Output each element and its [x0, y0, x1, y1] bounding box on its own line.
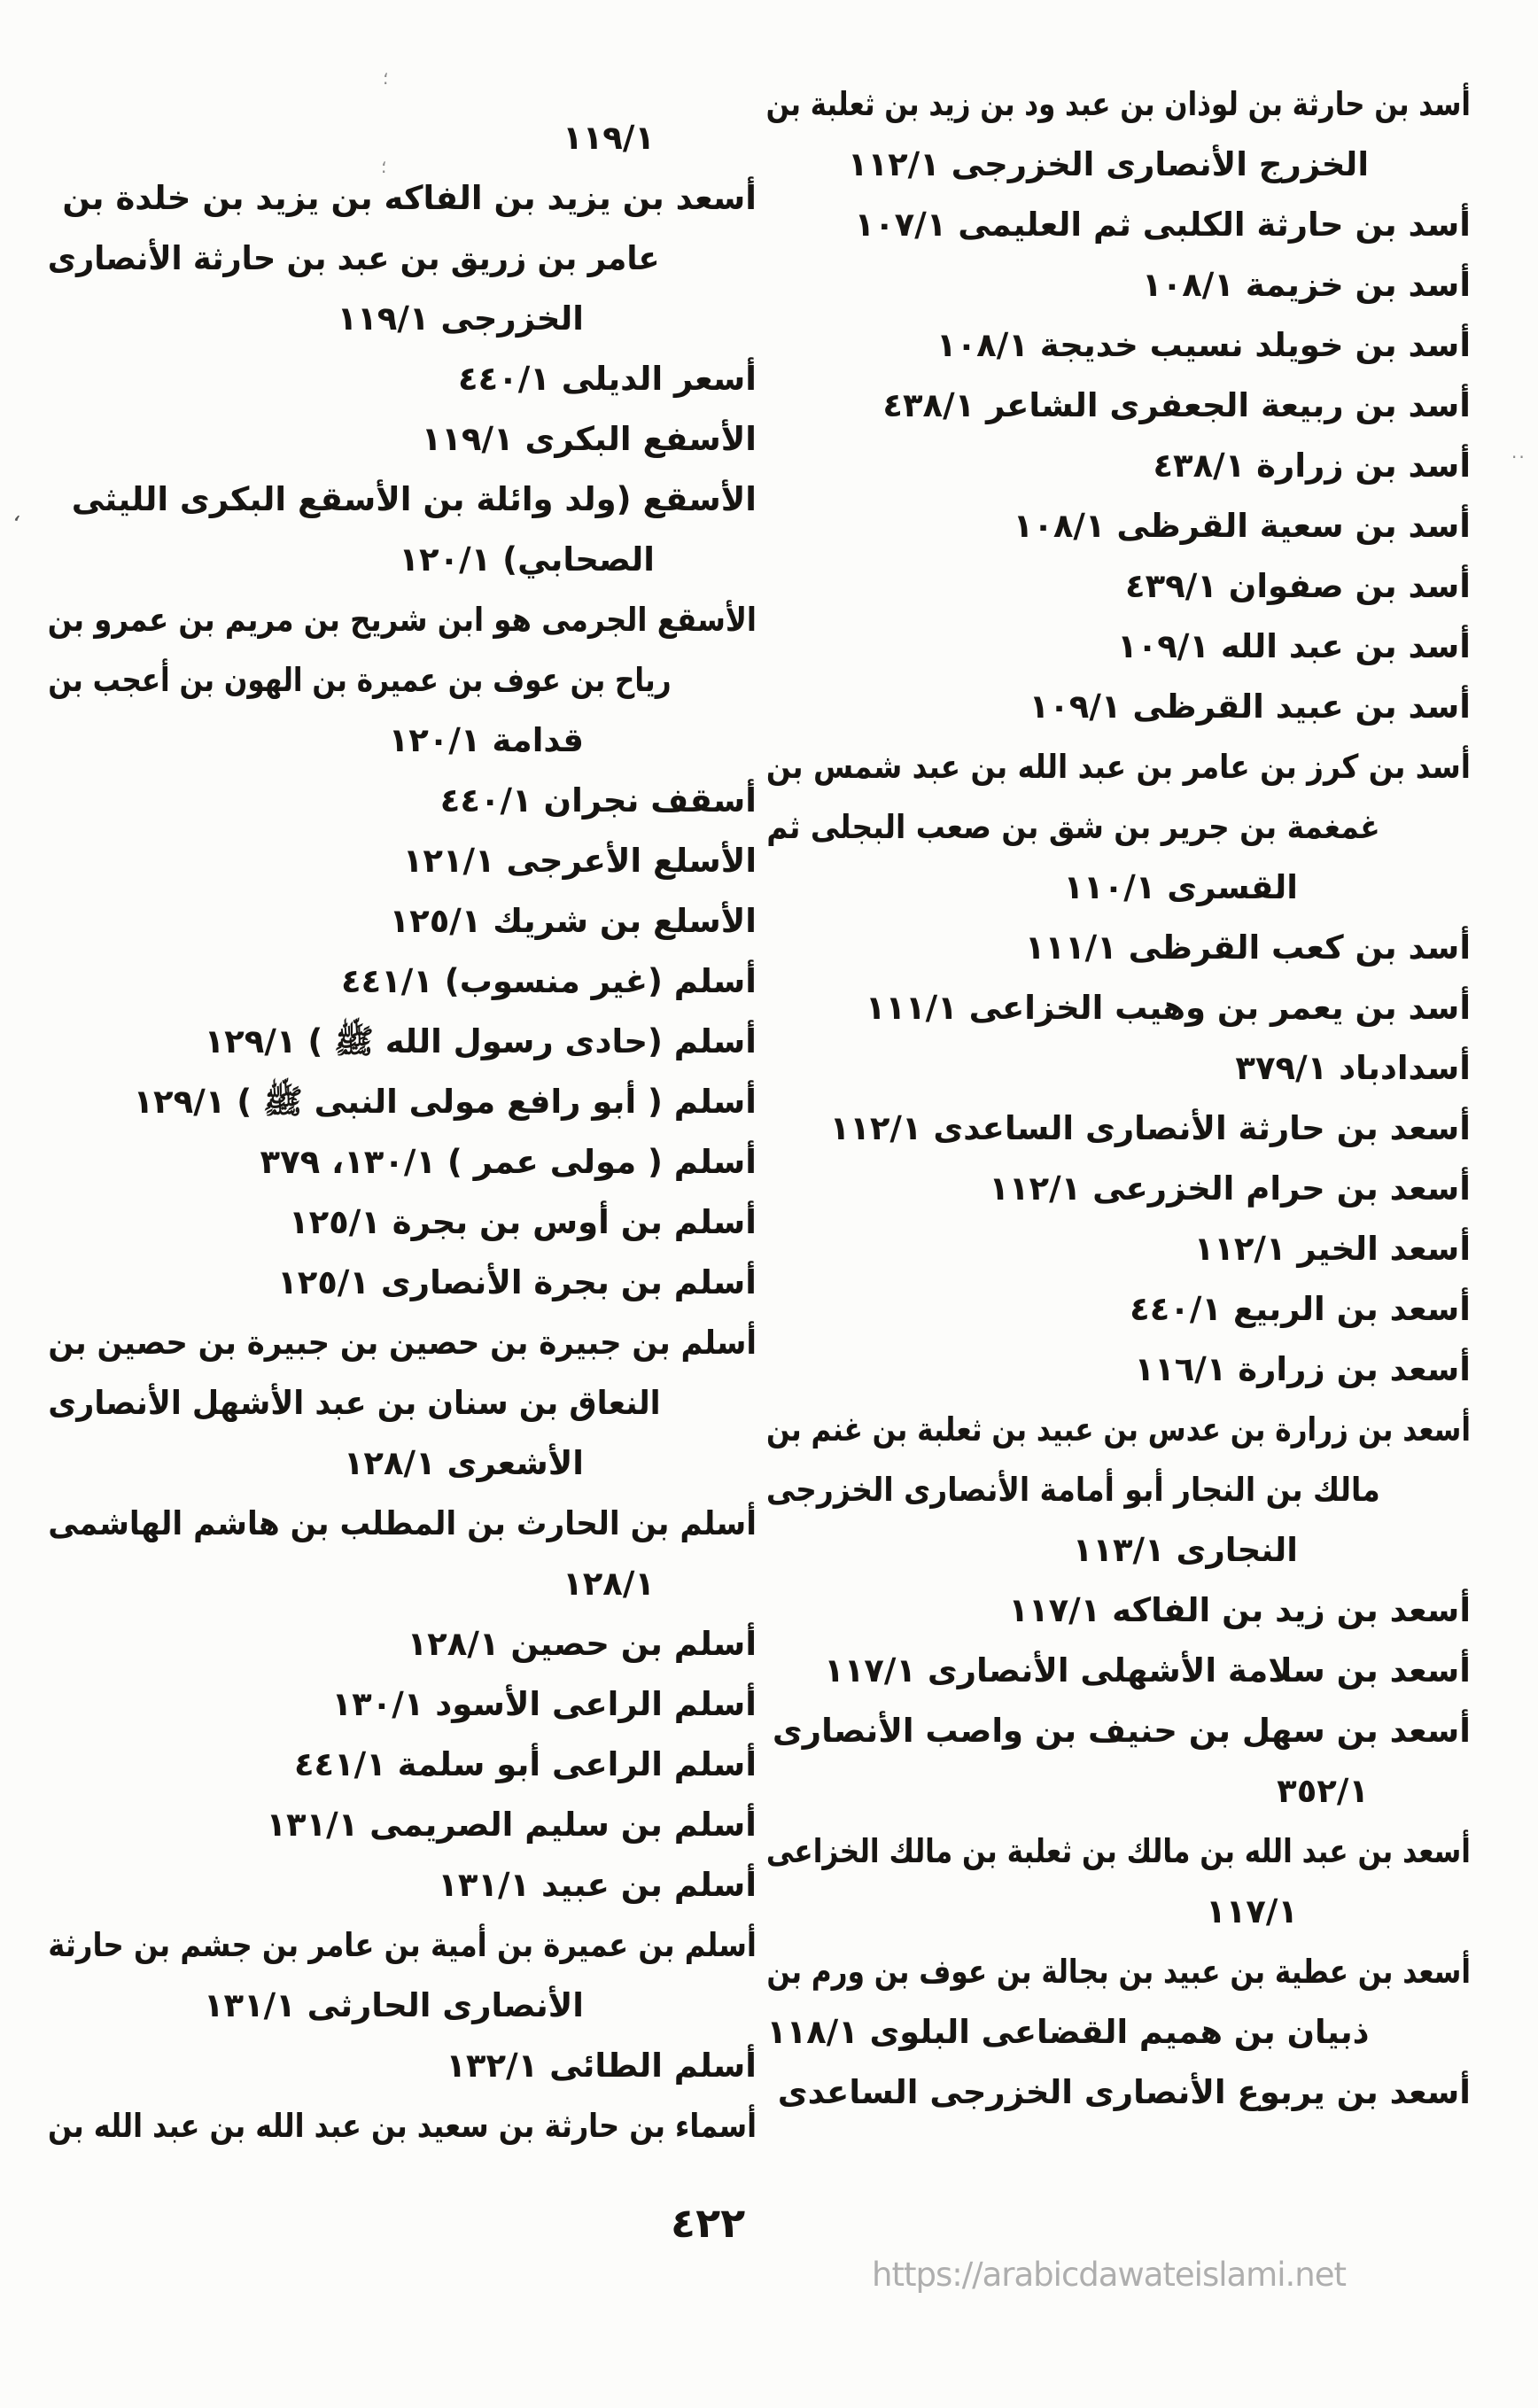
index-entry-line: الأسلع الأعرجى ١٢١/١ — [402, 842, 757, 880]
index-entry-line: أسعد بن يربوع الأنصارى الخزرجى الساعدى — [777, 2073, 1471, 2111]
index-entry-line: أسعد بن زرارة بن عدس بن عبيد بن ثعلبة بن غنم بن — [766, 1410, 1471, 1449]
index-entry-line: أسلم ( أبو رافع مولى النبى ﷺ ) ١٢٩/١ — [133, 1083, 757, 1121]
index-entry-line: أسلم الراعى أبو سلمة ٤٤١/١ — [293, 1745, 757, 1783]
index-entry-line: أسلم الطائى ١٣٢/١ — [446, 2047, 757, 2085]
ink-speck: ؛ — [383, 67, 389, 89]
index-entry-line: أسلم بن جبيرة بن حصين بن جبيرة بن حصين بن — [48, 1324, 757, 1362]
index-entry-line: غمغمة بن جرير بن شق بن صعب البجلى ثم — [766, 808, 1380, 846]
index-entry-line: أسلم الراعى الأسود ١٣٠/١ — [331, 1685, 757, 1723]
index-entry-line: الأسفع البكرى ١١٩/١ — [421, 420, 757, 458]
index-entry-line: أسلم (حادى رسول الله ﷺ ) ١٢٩/١ — [204, 1022, 757, 1060]
index-entry-line: أسعد بن زرارة ١١٦/١ — [1134, 1350, 1471, 1388]
index-entry-line: أسلم بن سليم الصريمى ١٣١/١ — [266, 1806, 757, 1844]
index-entry-line: أسقف نجران ٤٤٠/١ — [439, 781, 757, 819]
index-entry-line: النجارى ١١٣/١ — [1072, 1531, 1298, 1569]
index-entry-line: ١١٧/١ — [1206, 1892, 1298, 1930]
index-entry-line: أسلم بن أوس بن بجرة ١٢٥/١ — [289, 1203, 757, 1241]
index-entry-line: الأنصارى الحارثى ١٣١/١ — [203, 1986, 584, 2024]
index-column-left — [48, 108, 757, 2156]
index-entry-line: أسعد بن سهل بن حنيف بن واصب الأنصارى — [772, 1712, 1471, 1750]
index-entry-line: الأسقع (ولد وائلة بن الأسقع البكرى الليثى — [71, 480, 757, 518]
index-entry-line: أسلم ( مولى عمر ) ١٣٠/١، ٣٧٩ — [260, 1143, 757, 1181]
index-entry-line: ١٢٨/١ — [563, 1565, 655, 1603]
index-entry-line: القسرى ١١٠/١ — [1063, 868, 1298, 906]
index-entry-line: أسد بن عبد الله ١٠٩/١ — [1117, 627, 1471, 665]
index-entry-line: أسد بن خزيمة ١٠٨/١ — [1142, 266, 1471, 304]
index-entry-line: أسد بن صفوان ٤٣٩/١ — [1125, 567, 1471, 605]
index-entry-line: الصحابي) ١٢٠/١ — [399, 540, 655, 579]
index-entry-line: أسعد بن زيد بن الفاكه ١١٧/١ — [1008, 1591, 1471, 1629]
index-entry-line: أسلم بن عبيد ١٣١/١ — [438, 1866, 757, 1904]
ink-speck: .. — [1511, 441, 1526, 462]
index-entry-line: أسلم بن عميرة بن أمية بن عامر بن جشم بن حارثة — [48, 1926, 757, 1964]
index-entry-line: أسلم (غير منسوب) ٤٤١/١ — [341, 962, 757, 1000]
index-entry-line: أسلم بن بجرة الأنصارى ١٢٥/١ — [277, 1263, 757, 1301]
index-entry-line: أسعد بن الربيع ٤٤٠/١ — [1130, 1290, 1471, 1328]
index-entry-line: ذبيان بن هميم القضاعى البلوى ١١٨/١ — [766, 2013, 1370, 2051]
index-entry-line: أسد بن خويلد نسيب خديجة ١٠٨/١ — [936, 326, 1471, 364]
ink-speck: ، — [11, 500, 26, 528]
index-entry-line: أسلم بن الحارث بن المطلب بن هاشم الهاشمى — [48, 1504, 757, 1542]
ink-speck: ؛ — [381, 156, 387, 177]
index-entry-line: أسد بن عبيد القرظى ١٠٩/١ — [1029, 687, 1471, 726]
index-entry-line: النعاق بن سنان بن عبد الأشهل الأنصارى — [48, 1384, 661, 1422]
index-entry-line: أسعد بن حارثة الأنصارى الساعدى ١١٢/١ — [829, 1109, 1471, 1147]
watermark-url: https://arabicdawateislami.net — [872, 2256, 1346, 2294]
index-entry-line: ١١٩/١ — [563, 119, 655, 157]
index-entry-line: أسد بن ربيعة الجعفرى الشاعر ٤٣٨/١ — [882, 386, 1471, 424]
index-entry-line: مالك بن النجار أبو أمامة الأنصارى الخزرجى — [765, 1471, 1380, 1509]
index-entry-line: أسعد بن حرام الخزرعى ١١٢/١ — [989, 1169, 1471, 1208]
index-entry-line: الأشعرى ١٢٨/١ — [343, 1444, 584, 1482]
index-entry-line: أسدادباد ٣٧٩/١ — [1235, 1049, 1471, 1087]
index-entry-line: أسعد بن سلامة الأشهلى الأنصارى ١١٧/١ — [824, 1651, 1471, 1689]
index-column-right — [766, 74, 1471, 2123]
index-entry-line: أسد بن سعية القرظى ١٠٨/١ — [1013, 507, 1471, 545]
index-entry-line: ٣٥٢/١ — [1277, 1772, 1369, 1810]
index-entry-line: أسد بن كعب القرظى ١١١/١ — [1024, 928, 1471, 967]
index-entry-line: رياح بن عوف بن عميرة بن الهون بن أعجب بن — [48, 661, 672, 699]
page-number: ٤٢٢ — [671, 2199, 746, 2247]
index-entry-line: أسعد بن عطية بن عبيد بن بجالة بن عوف بن ورم بن — [766, 1953, 1471, 1991]
index-entry-line: أسلم بن حصين ١٢٨/١ — [407, 1625, 757, 1663]
index-entry-line: قدامة ١٢٠/١ — [388, 721, 584, 759]
index-entry-line: أسعد بن يزيد بن الفاكه بن يزيد بن خلدة بن — [62, 179, 757, 217]
index-entry-line: الخزرج الأنصارى الخزرجى ١١٢/١ — [847, 145, 1369, 183]
index-entry-line: أسعد بن عبد الله بن مالك بن ثعلبة بن مالك الخزاعى — [765, 1832, 1471, 1870]
index-entry-line: أسد بن زرارة ٤٣٨/١ — [1153, 447, 1471, 485]
index-entry-line: أسماء بن حارثة بن سعيد بن عبد الله بن عبد الله بن — [48, 2107, 757, 2145]
index-entry-line: أسد بن حارثة الكلبى ثم العليمى ١٠٧/١ — [854, 206, 1471, 244]
index-entry-line: أسد بن كرز بن عامر بن عبد الله بن عبد شمس بن — [765, 748, 1471, 786]
index-entry-line: أسعر الديلى ٤٤٠/١ — [458, 360, 757, 398]
index-entry-line: الأسلع بن شريك ١٢٥/١ — [389, 902, 757, 940]
index-entry-line: أسد بن حارثة بن لوذان بن عبد ود بن زيد بن ثعلبة بن — [765, 85, 1471, 123]
index-entry-line: الخزرجى ١١٩/١ — [337, 299, 584, 338]
index-entry-line: الأسقع الجرمى هو ابن شريح بن مريم بن عمرو بن — [47, 601, 757, 639]
index-entry-line: أسعد الخير ١١٢/١ — [1193, 1230, 1471, 1268]
index-entry-line: أسد بن يعمر بن وهيب الخزاعى ١١١/١ — [865, 989, 1471, 1027]
index-entry-line: عامر بن زريق بن عبد بن حارثة الأنصارى — [47, 239, 660, 277]
